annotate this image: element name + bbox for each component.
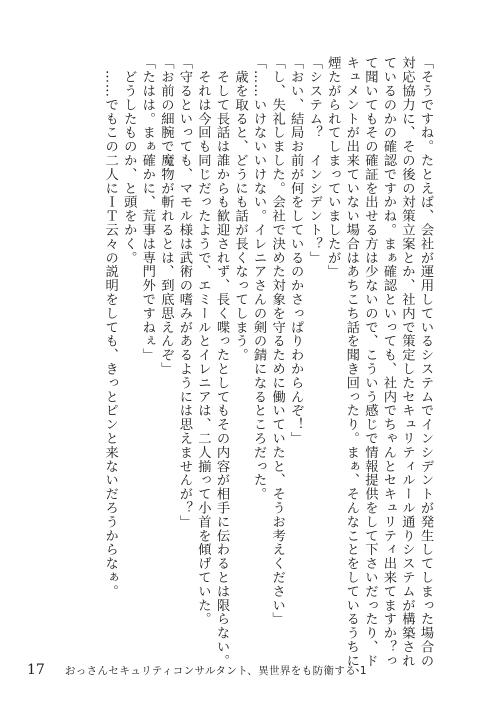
text-line: 煙たがられてしまっていましたが」 [325,56,341,279]
text-line: どうしたものか、と頭をかく。 [121,56,137,265]
page-footer [27,662,367,678]
text-line: 「……いけないいけない。イレニアさんの剣の錆になるところだった。 [251,56,267,501]
text-line: 歳を取ると、どうにも話が長くなってしまう。 [232,56,248,362]
text-line: ……でもこの二人にＩＴ云々の説明をしても、きっとピンと来ないだろうからなぁ。 [102,56,118,599]
running-title: おっさんセキュリティコンサルタント、異世界をも防衛する 1 [64,665,368,677]
text-line: 「守るといっても、マモル様は武術の嗜みがあるようには思えませんが？」 [176,56,192,529]
text-line: 「おい、結局お前が何をしているのかさっぱりわからんぞ！」 [288,56,304,446]
text-line: キュメントが出来ていない場合はあちこち話を聞き回ったり。まぁ、そんなことをしているうちに、 [343,56,359,682]
text-line: 「たはは。まぁ確かに、荒事は専門外ですねぇ」 [139,56,155,362]
text-line: 対応協力に、その後の対策立案とか、社内で策定したセキュリティルール通りシステムが構築され [399,56,415,668]
text-line: 「お前の細腕で魔物が斬れるとは、到底思えんぞ」 [158,56,174,376]
text-line: ているのかの確認ですかね。まぁ確認といっても、社内でちゃんとセキュリティ出来てますか？っ [380,56,396,668]
text-line: そして長話は誰からも歓迎されず、長く喋ったとしてもその内容が相手に伝わるとは限らない。 [213,56,229,668]
page-number: 17 [27,662,45,678]
text-line: 「そうですね。たとえば、会社が運用しているシステムでインシデントが発生してしまった場合の [418,56,433,668]
text-line: 「し、失礼しました。会社で決めた対象を守るために働いていたと、そうお考えください」 [269,56,285,626]
text-line: それは今回も同じだったようで、エミールとイレニアは、二人揃って小首を傾げていた。 [195,56,211,626]
text-line: 「システム？ インシデント？」 [306,56,322,265]
text-line: て聞いてもその確証を出せる方は少ないので、こういう感じで情報提供をして下さいだったり、ド [362,56,378,668]
